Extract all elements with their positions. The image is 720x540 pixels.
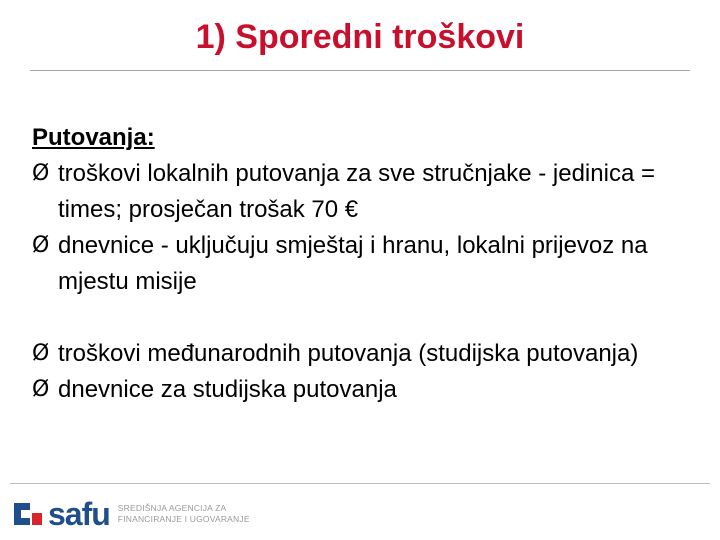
spacer xyxy=(32,300,682,336)
bullet-item xyxy=(32,228,682,300)
safu-logo xyxy=(14,497,250,531)
logo-subtitle xyxy=(118,503,250,525)
bullet-text: troškovi lokalnih putovanja za sve stručnjake - jedinica = times; prosječan trošak 70 € xyxy=(58,160,655,223)
title-divider xyxy=(30,70,690,71)
arrow-bullet-icon: Ø xyxy=(32,161,50,186)
bullet-text: troškovi međunarodnih putovanja (studijska putovanja) xyxy=(58,340,639,367)
logo-wordmark: safu xyxy=(48,496,110,532)
bullet-item xyxy=(32,372,682,408)
footer-divider xyxy=(10,483,710,484)
slide-body xyxy=(32,120,682,408)
slide-title: 1) Sporedni troškovi xyxy=(195,18,525,56)
arrow-bullet-icon: Ø xyxy=(32,233,50,258)
bullet-text: dnevnice - uključuju smještaj i hranu, lokalni prijevoz na mjestu misije xyxy=(58,232,648,295)
section-heading: Putovanja: xyxy=(32,124,155,151)
arrow-bullet-icon: Ø xyxy=(32,377,50,402)
logo-subtitle-line: SREDIŠNJA AGENCIJA ZA xyxy=(117,503,227,513)
safu-logo-mark-icon xyxy=(14,499,44,529)
bullet-text: dnevnice za studijska putovanja xyxy=(58,376,397,403)
bullet-item xyxy=(32,156,682,228)
logo-subtitle-line: FINANCIRANJE I UGOVARANJE xyxy=(117,514,250,524)
bullet-item xyxy=(32,336,682,372)
arrow-bullet-icon: Ø xyxy=(32,341,50,366)
